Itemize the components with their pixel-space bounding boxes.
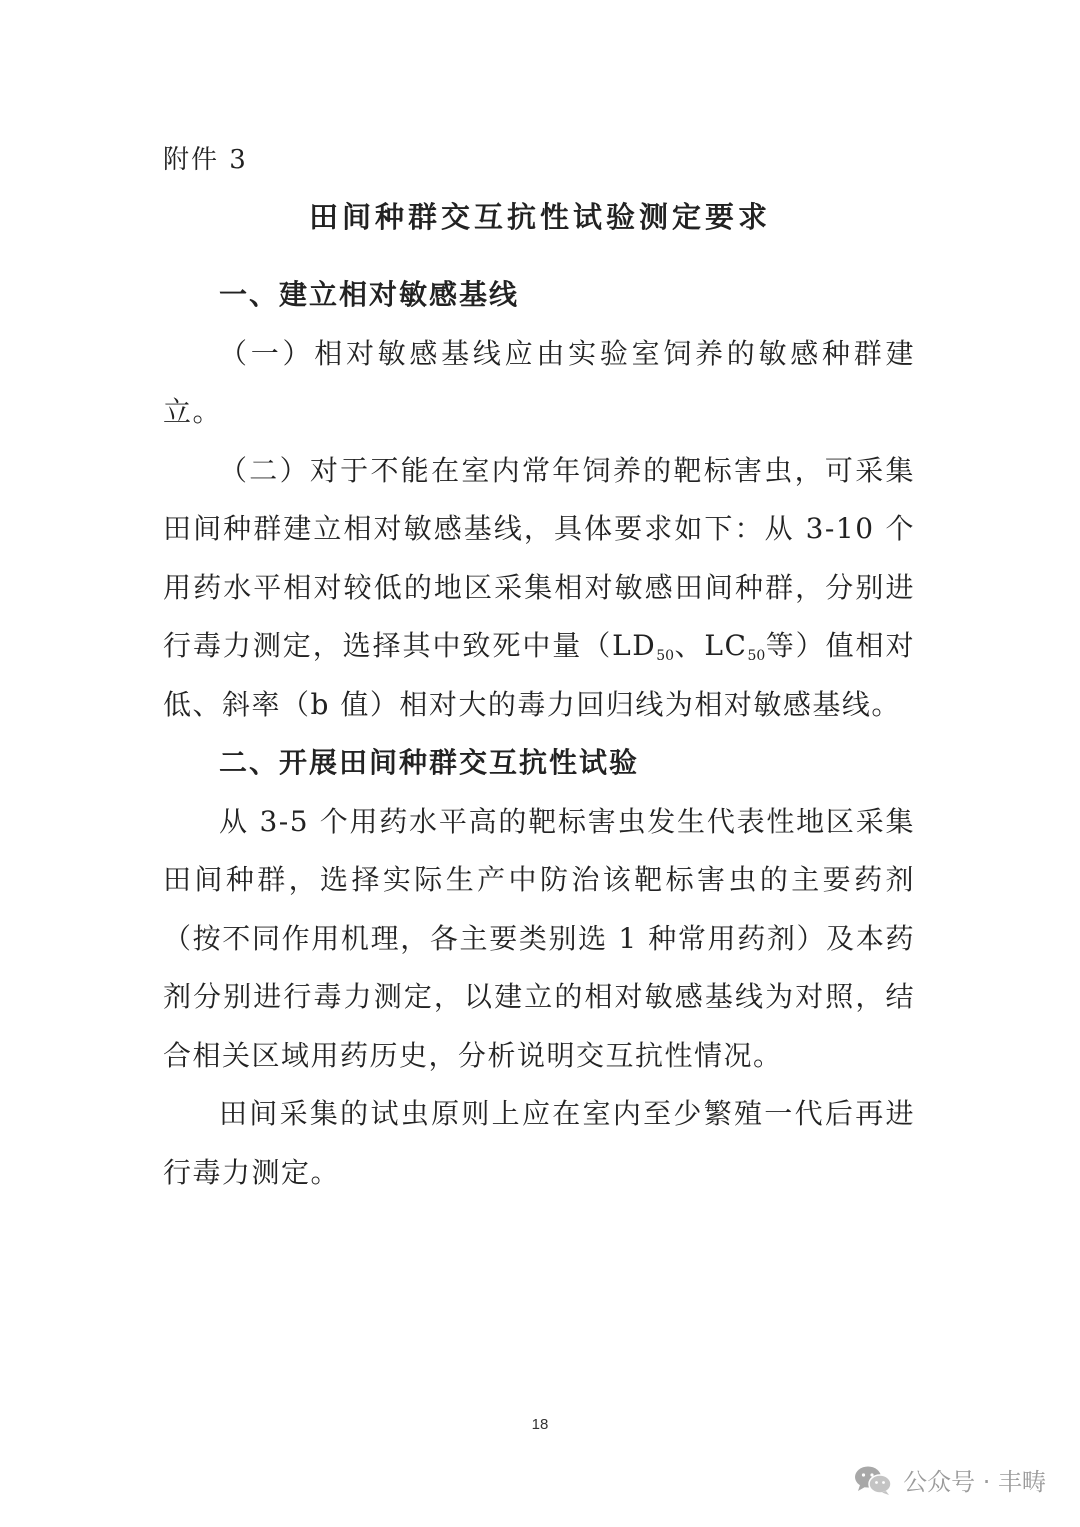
subscript: 50 (747, 648, 766, 664)
document-body (163, 266, 915, 1202)
page-title: 田间种群交互抗性试验测定要求 (308, 200, 771, 234)
watermark-text: 公众号 · 丰畴 (903, 1468, 1046, 1496)
paragraph-1-1: （一）相对敏感基线应由实验室饲养的敏感种群建立。 (163, 336, 915, 428)
watermark (853, 1462, 1046, 1497)
wechat-icon (853, 1464, 893, 1496)
attachment-label: 附件 3 (163, 145, 248, 175)
section-heading-2: 二、开展田间种群交互抗性试验 (219, 746, 640, 779)
paragraph-1-2 (163, 442, 915, 735)
paragraph-text: 、LC (674, 629, 748, 662)
subscript: 50 (656, 648, 675, 664)
paragraph-text: 等）值相对低、斜率（b 值）相对大的毒力回归线为相对敏感基线。 (163, 629, 915, 721)
paragraph-text: （二）对于不能在室内常年饲养的靶标害虫，可采集田间种群建立相对敏感基线，具体要求如下：从 3-10 个用药水平相对较低的地区采集相对敏感田间种群，分别进行毒力测定，选择其中致死中量（LD (163, 453, 915, 662)
section-heading-1: 一、建立相对敏感基线 (219, 278, 520, 311)
page-number: 18 (531, 1416, 549, 1433)
paragraph-2-1: 从 3-5 个用药水平高的靶标害虫发生代表性地区采集田间种群，选择实际生产中防治该靶标害虫的主要药剂（按不同作用机理，各主要类别选 1 种常用药剂）及本药剂分别进行毒力测定，以建立的相对敏感基线为对照，结合相关区域用药历史，分析说明交互抗性情况。 (163, 804, 915, 1072)
paragraph-2-2: 田间采集的试虫原则上应在室内至少繁殖一代后再进行毒力测定。 (163, 1097, 915, 1189)
